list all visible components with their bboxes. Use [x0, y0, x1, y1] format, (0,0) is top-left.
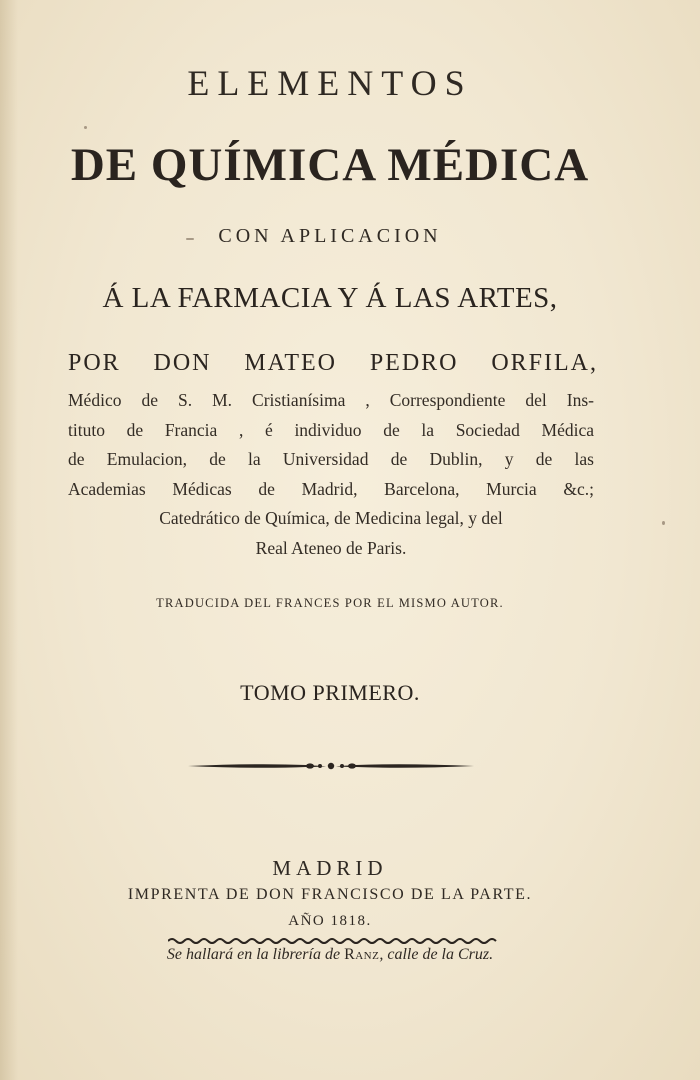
imprint-printer: IMPRENTA DE DON FRANCISCO DE LA PARTE. — [127, 886, 533, 903]
title-application: Á LA FARMACIA Y Á LAS ARTES, — [102, 282, 558, 314]
sale-suffix: , calle de la Cruz. — [379, 946, 494, 963]
credentials-line: Catedrático de Química, de Medicina legal, y del — [159, 508, 503, 528]
imprint-sale-line — [0, 946, 660, 964]
credentials-line: de Emulacion, de la Universidad de Dublin, y de las — [68, 449, 594, 469]
author-credentials — [68, 386, 594, 563]
credentials-line: Academias Médicas de Madrid, Barcelona, Murcia &c.; — [68, 478, 594, 499]
author-byline: POR DON MATEO PEDRO ORFILA, — [68, 350, 598, 376]
wavy-rule-icon — [168, 936, 500, 946]
volume-label: TOMO PRIMERO. — [240, 680, 420, 705]
ornament-rule-icon — [186, 757, 476, 775]
title-subtitle: CON APLICACION — [218, 225, 442, 247]
sale-prefix: Se hallará en la librería de — [166, 946, 341, 963]
paper-speck — [662, 521, 665, 525]
paper-speck — [84, 126, 87, 129]
credentials-line: Real Ateneo de Paris. — [255, 537, 407, 558]
title-main: DE QUÍMICA MÉDICA — [70, 139, 590, 191]
sale-bookseller: Ranz — [344, 946, 380, 963]
title-elementos: ELEMENTOS — [187, 63, 473, 103]
credentials-line: Médico de S. M. Cristianísima , Correspondiente del Ins- — [68, 390, 594, 410]
translation-note: TRADUCIDA DEL FRANCES POR EL MISMO AUTOR. — [156, 596, 504, 610]
paper-speck — [186, 238, 194, 240]
imprint-year: AÑO 1818. — [288, 913, 372, 929]
credentials-line: tituto de Francia , é individuo de la Sociedad Médica — [68, 419, 594, 440]
imprint-place: MADRID — [272, 856, 388, 880]
